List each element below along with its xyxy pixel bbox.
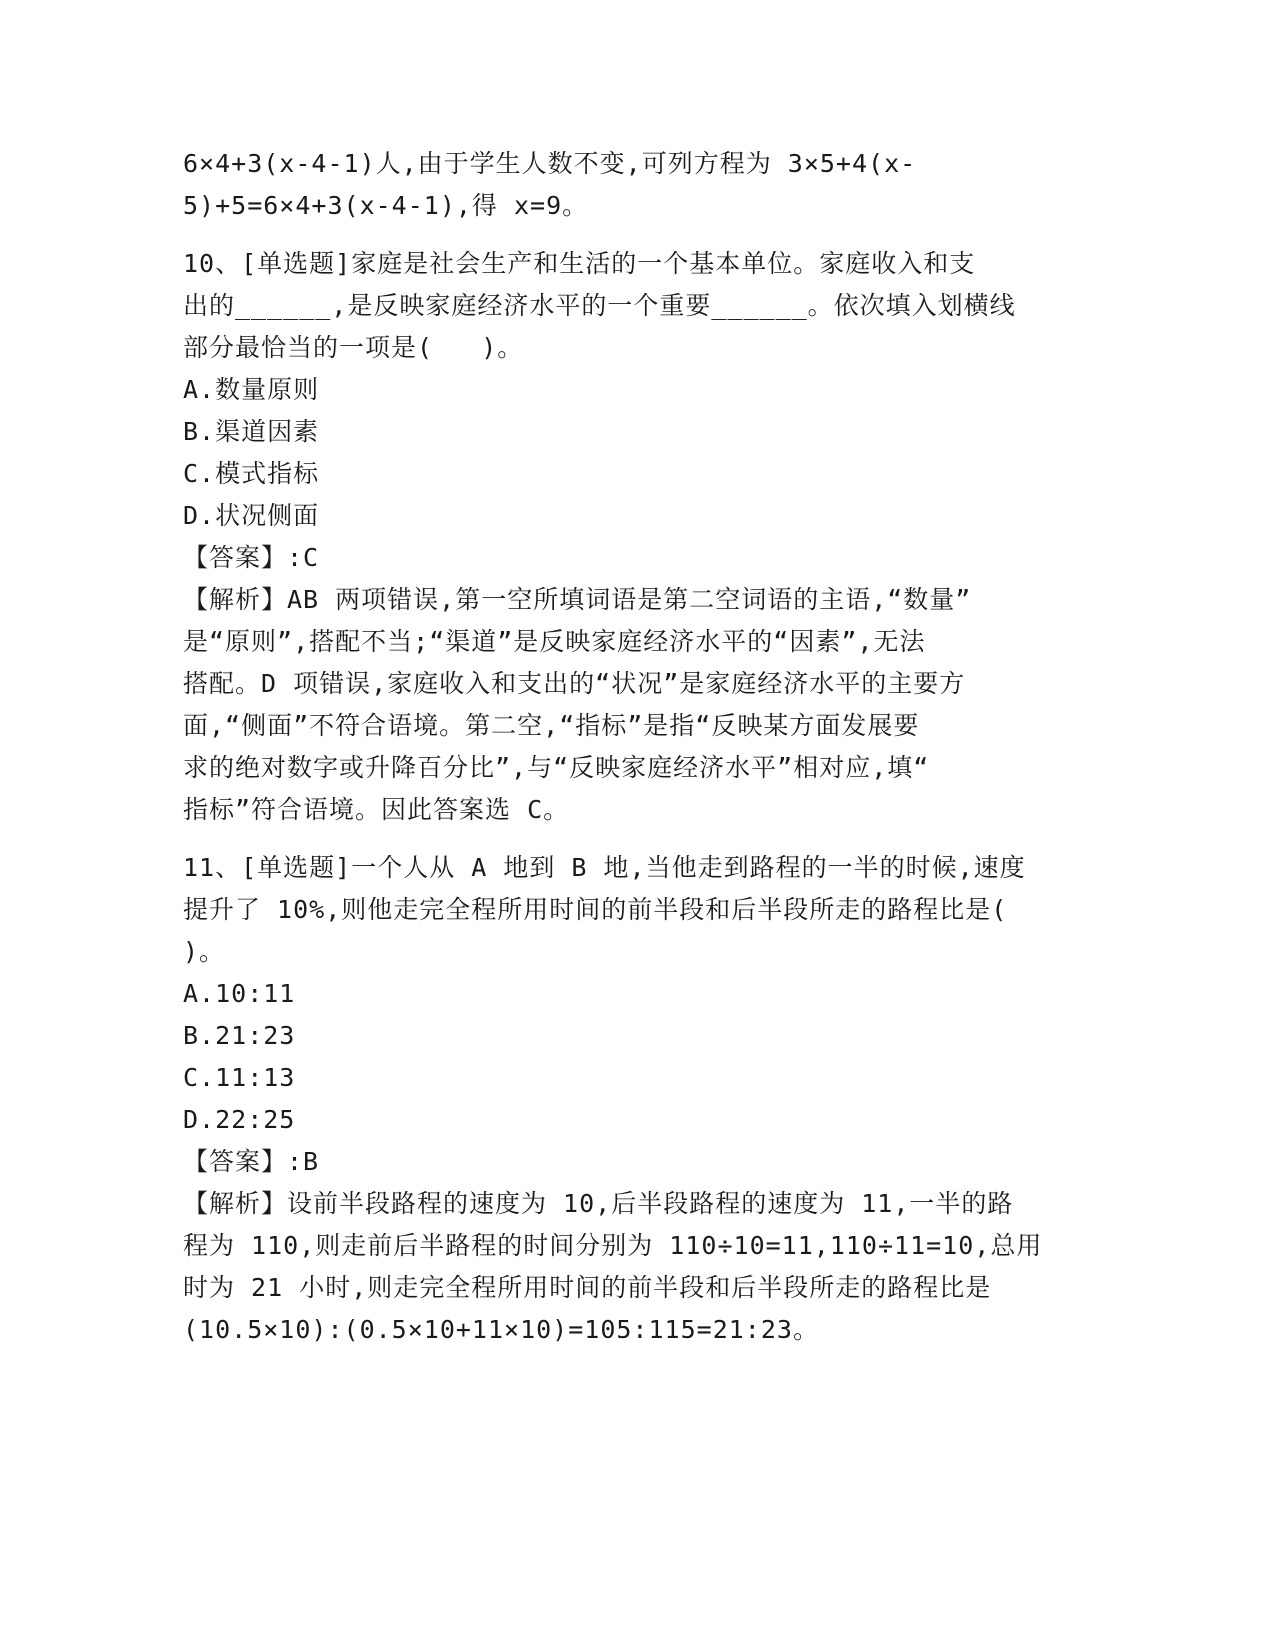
question-text-line: 提升了 10%,则他走完全程所用时间的前半段和后半段所走的路程比是( (183, 895, 1008, 924)
analysis-line: 程为 110,则走前后半路程的时间分别为 110÷10=11,110÷11=10,总用 (183, 1231, 1043, 1260)
analysis-line: 时为 21 小时,则走完全程所用时间的前半段和后半段所走的路程比是 (183, 1273, 992, 1302)
question-text-line: 出的______,是反映家庭经济水平的一个重要______。依次填入划横线 (183, 291, 1016, 320)
intro-block (183, 143, 1063, 227)
answer-line: 【答案】:B (183, 1147, 320, 1176)
answer-line: 【答案】:C (183, 543, 320, 572)
analysis-line: 搭配。D 项错误,家庭收入和支出的“状况”是家庭经济水平的主要方 (183, 669, 966, 698)
analysis-line: 【解析】设前半段路程的速度为 10,后半段路程的速度为 11,一半的路 (183, 1189, 1014, 1218)
analysis-line: (10.5×10):(0.5×10+11×10)=105:115=21:23。 (183, 1315, 819, 1344)
option-a: A.10:11 (183, 979, 296, 1008)
intro-line: 6×4+3(x-4-1)人,由于学生人数不变,可列方程为 3×5+4(x- (183, 149, 917, 178)
option-b: B.21:23 (183, 1021, 296, 1050)
question-11 (183, 847, 1063, 1351)
analysis-line: 【解析】AB 两项错误,第一空所填词语是第二空词语的主语,“数量” (183, 585, 972, 614)
question-10 (183, 243, 1063, 831)
option-a: A.数量原则 (183, 375, 320, 404)
question-text-line: 11、[单选题]一个人从 A 地到 B 地,当他走到路程的一半的时候,速度 (183, 853, 1026, 882)
analysis-line: 指标”符合语境。因此答案选 C。 (183, 795, 570, 824)
intro-line: 5)+5=6×4+3(x-4-1),得 x=9。 (183, 191, 589, 220)
option-c: C.11:13 (183, 1063, 296, 1092)
option-d: D.状况侧面 (183, 501, 320, 530)
analysis-line: 面,“侧面”不符合语境。第二空,“指标”是指“反映某方面发展要 (183, 711, 920, 740)
document-page (183, 143, 1063, 1351)
option-b: B.渠道因素 (183, 417, 320, 446)
question-text-line: 部分最恰当的一项是( )。 (183, 333, 524, 362)
question-text-line: )。 (183, 937, 226, 966)
option-c: C.模式指标 (183, 459, 320, 488)
analysis-line: 求的绝对数字或升降百分比”,与“反映家庭经济水平”相对应,填“ (183, 753, 930, 782)
analysis-line: 是“原则”,搭配不当;“渠道”是反映家庭经济水平的“因素”,无法 (183, 627, 926, 656)
option-d: D.22:25 (183, 1105, 296, 1134)
question-text-line: 10、[单选题]家庭是社会生产和生活的一个基本单位。家庭收入和支 (183, 249, 976, 278)
